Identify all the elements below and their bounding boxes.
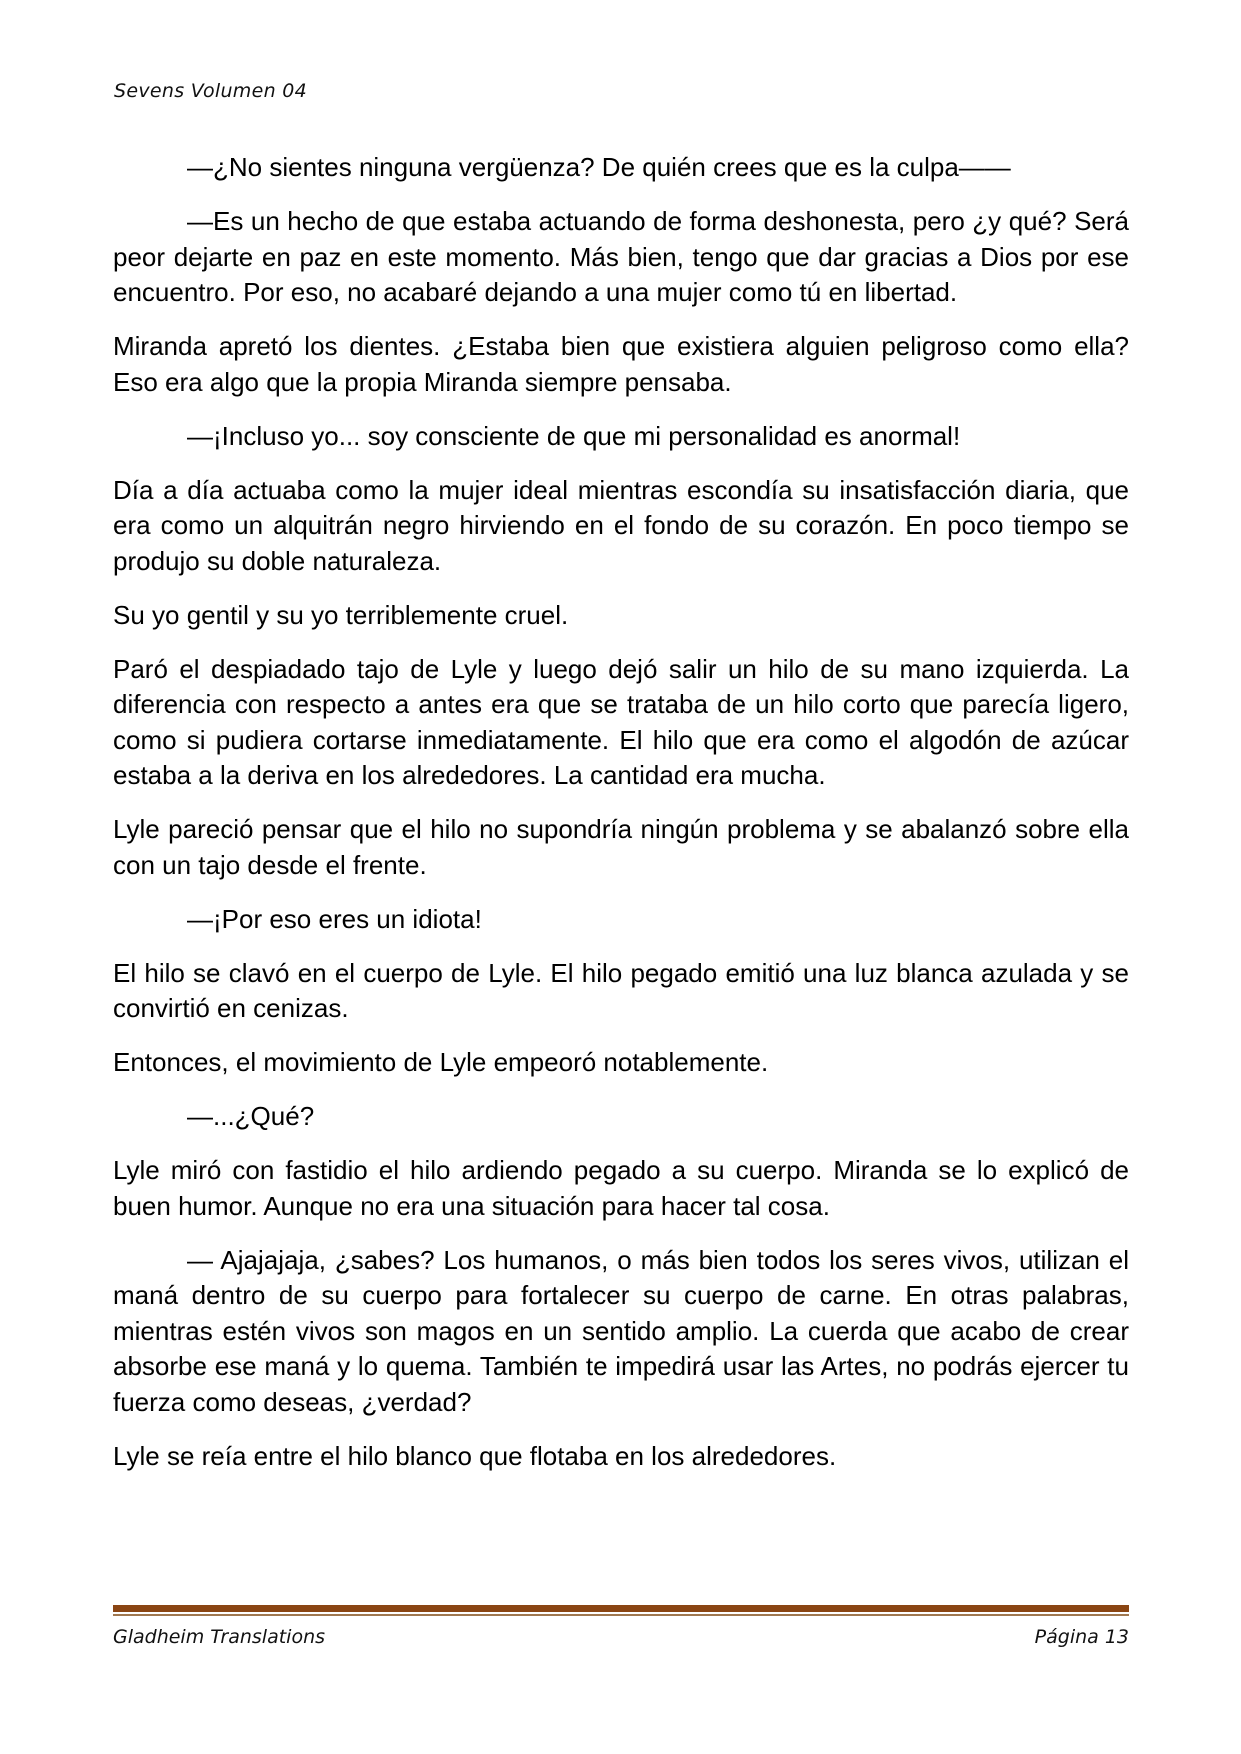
paragraph-dialogue: —Es un hecho de que estaba actuando de forma deshonesta, pero ¿y qué? Será peor dejarte en paz en este momento. Más bien, tengo que dar gracias a Dios por ese encuentro. Por eso, no acabaré dejando a una mujer como tú en libertad. [113, 206, 1129, 307]
footer-divider-thick [113, 1605, 1129, 1612]
footer-divider-thin [113, 1614, 1129, 1616]
footer-publisher: Gladheim Translations [113, 1626, 326, 1648]
paragraph-narration: Lyle se reía entre el hilo blanco que flotaba en los alrededores. [113, 1440, 837, 1471]
footer-page-number: Página 13 [1034, 1626, 1129, 1648]
paragraph-narration: Entonces, el movimiento de Lyle empeoró notablemente. [113, 1047, 769, 1077]
paragraph-narration: Lyle pareció pensar que el hilo no supondría ningún problema y se abalanzó sobre ella con un tajo desde el frente. [113, 814, 1129, 880]
paragraph-narration: Lyle miró con fastidio el hilo ardiendo pegado a su cuerpo. Miranda se lo explicó de buen humor. Aunque no era una situación para hacer tal cosa. [113, 1155, 1129, 1221]
paragraph-narration: Día a día actuaba como la mujer ideal mientras escondía su insatisfacción diaria, que era como un alquitrán negro hirviendo en el fondo de su corazón. En poco tiempo se produjo su doble naturaleza. [113, 474, 1129, 576]
paragraph-narration: Paró el despiadado tajo de Lyle y luego dejó salir un hilo de su mano izquierda. La diferencia con respecto a antes era que se trataba de un hilo corto que parecía ligero, como si pudiera cortarse inmediatamente. El hilo que era como el algodón de azúcar estaba a la deriva en los alrededores. La cantidad era mucha. [113, 653, 1129, 790]
paragraph-dialogue: —¡Incluso yo... soy consciente de que mi personalidad es anormal! [187, 420, 961, 451]
paragraph-dialogue: —¿No sientes ninguna vergüenza? De quién crees que es la culpa—— [187, 152, 1011, 182]
paragraph-dialogue: —...¿Qué? [187, 1101, 315, 1131]
paragraph-narration: Su yo gentil y su yo terriblemente cruel. [113, 599, 569, 630]
paragraph-narration: El hilo se clavó en el cuerpo de Lyle. El hilo pegado emitió una luz blanca azulada y se convirtió en cenizas. [113, 957, 1129, 1023]
footer-divider [113, 1605, 1129, 1616]
paragraph-dialogue: —¡Por eso eres un idiota! [187, 903, 482, 934]
running-header: Sevens Volumen 04 [114, 80, 308, 102]
page-body [113, 150, 1129, 1493]
paragraph-dialogue: — Ajajajaja, ¿sabes? Los humanos, o más bien todos los seres vivos, utilizan el maná dentro de su cuerpo para fortalecer su cuerpo de carne. En otras palabras, mientras estén vivos son magos en un sentido amplio. La cuerda que acabo de crear absorbe ese maná y lo quema. También te impedirá usar las Artes, no podrás ejercer tu fuerza como deseas, ¿verdad? [113, 1244, 1129, 1417]
running-footer [113, 1626, 1129, 1648]
paragraph-narration: Miranda apretó los dientes. ¿Estaba bien que existiera alguien peligroso como ella? Eso era algo que la propia Miranda siempre pensaba. [113, 331, 1129, 397]
